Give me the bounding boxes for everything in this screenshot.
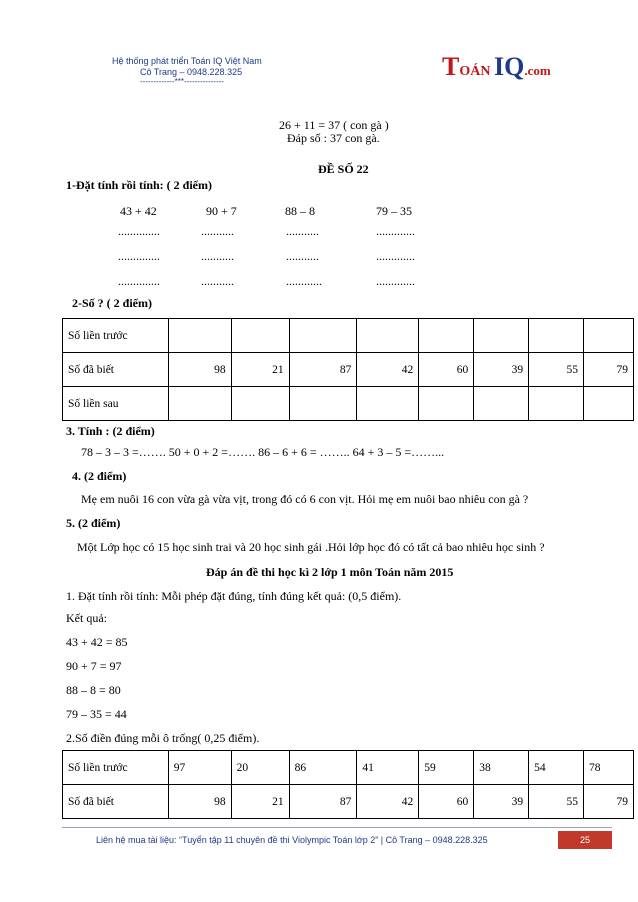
q1-title: 1-Đặt tính rồi tính: ( 2 điểm)	[66, 178, 212, 192]
q1-blank: ..............	[118, 274, 160, 288]
table-cell: 87	[289, 353, 357, 387]
row-label: Số đã biết	[63, 785, 169, 819]
table-cell	[231, 319, 289, 353]
table-cell	[419, 387, 474, 421]
table-cell	[357, 319, 419, 353]
table-cell: 97	[168, 751, 231, 785]
table-row	[63, 785, 634, 819]
header-divider: -------------***---------------	[140, 77, 224, 86]
answers-q1: 1. Đặt tính rồi tính: Mỗi phép đặt đúng, tính đúng kết quả: (0,5 điểm).	[66, 589, 402, 603]
q3-title: 3. Tính : (2 điểm)	[66, 424, 155, 438]
q1-item: 43 + 42	[120, 204, 157, 218]
q4-text: Mẹ em nuôi 16 con vừa gà vừa vịt, trong đó có 6 con vịt. Hỏi mẹ em nuôi bao nhiêu con gà ?	[81, 492, 529, 506]
q2-table	[62, 318, 634, 421]
table-cell: 59	[419, 751, 474, 785]
table-cell: 39	[474, 785, 529, 819]
table-cell	[584, 387, 634, 421]
site-logo: TOÁN IQ.com	[442, 52, 551, 81]
table-cell	[168, 319, 231, 353]
table-cell: 78	[584, 751, 634, 785]
q5-title: 5. (2 điểm)	[66, 516, 121, 530]
q1-blank: ...........	[201, 274, 234, 288]
answers-result: 43 + 42 = 85	[66, 635, 128, 649]
prev-answer-equation: 26 + 11 = 37 ( con gà )	[279, 118, 389, 132]
answers-result-label: Kết quả:	[66, 611, 107, 625]
q1-item: 90 + 7	[206, 204, 237, 218]
table-cell	[168, 387, 231, 421]
q1-blank: ..............	[118, 224, 160, 238]
row-label: Số liền sau	[63, 387, 169, 421]
table-cell	[357, 387, 419, 421]
answers-table	[62, 750, 634, 819]
table-cell: 86	[289, 751, 357, 785]
q1-item: 79 – 35	[376, 204, 412, 218]
q1-blank: ...........	[286, 249, 319, 263]
q1-blank: .............	[376, 249, 415, 263]
table-cell: 60	[419, 353, 474, 387]
q3-text: 78 – 3 – 3 =……. 50 + 0 + 2 =……. 86 – 6 + 6 = …….. 64 + 3 – 5 =……...	[81, 445, 445, 459]
answers-result: 90 + 7 = 97	[66, 659, 122, 673]
table-cell: 60	[419, 785, 474, 819]
q1-blank: ..............	[118, 249, 160, 263]
q1-blank: .............	[376, 274, 415, 288]
footer-text: Liên hệ mua tài liệu: “Tuyển tập 11 chuyên đề thi Violympic Toán lớp 2” | Cô Trang – 0948.228.325	[96, 835, 488, 845]
table-cell: 20	[231, 751, 289, 785]
table-cell: 21	[231, 353, 289, 387]
answers-result: 79 – 35 = 44	[66, 707, 127, 721]
table-cell: 55	[529, 353, 584, 387]
table-cell: 41	[357, 751, 419, 785]
page-number: 25	[558, 831, 612, 849]
table-row	[63, 353, 634, 387]
table-cell: 79	[584, 785, 634, 819]
table-cell	[584, 319, 634, 353]
table-cell	[474, 387, 529, 421]
table-cell: 38	[474, 751, 529, 785]
q4-title: 4. (2 điểm)	[72, 469, 127, 483]
table-cell: 98	[168, 785, 231, 819]
table-cell	[231, 387, 289, 421]
header-contact: Cô Trang – 0948.228.325	[140, 67, 243, 77]
table-cell	[529, 387, 584, 421]
q5-text: Một Lớp học có 15 học sinh trai và 20 học sinh gái .Hỏi lớp học đó có tất cả bao nhiêu học sinh ?	[77, 540, 545, 554]
table-cell: 42	[357, 785, 419, 819]
table-cell	[289, 319, 357, 353]
table-cell: 39	[474, 353, 529, 387]
q2-title: 2-Số ? ( 2 điểm)	[72, 296, 152, 310]
answers-q2: 2.Số điền đúng mỗi ô trống( 0,25 điểm).	[66, 731, 260, 745]
table-cell	[419, 319, 474, 353]
q1-blank: ...........	[201, 224, 234, 238]
table-cell: 87	[289, 785, 357, 819]
header-org: Hệ thống phát triển Toán IQ Việt Nam	[112, 56, 262, 66]
table-cell: 55	[529, 785, 584, 819]
table-cell	[529, 319, 584, 353]
table-row	[63, 387, 634, 421]
q1-blank: .............	[376, 224, 415, 238]
table-cell: 54	[529, 751, 584, 785]
q1-item: 88 – 8	[285, 204, 315, 218]
table-cell: 79	[584, 353, 634, 387]
prev-answer-result: Đáp số : 37 con gà.	[287, 131, 380, 145]
q1-blank: ...........	[286, 224, 319, 238]
table-row	[63, 751, 634, 785]
answers-title: Đáp án đề thi học kì 2 lớp 1 môn Toán năm 2015	[206, 565, 454, 579]
row-label: Số liền trước	[63, 319, 169, 353]
table-row	[63, 319, 634, 353]
table-cell	[474, 319, 529, 353]
row-label: Số liền trước	[63, 751, 169, 785]
exam-title: ĐỀ SỐ 22	[318, 162, 369, 176]
q1-blank: ...........	[201, 249, 234, 263]
row-label: Số đã biết	[63, 353, 169, 387]
table-cell	[289, 387, 357, 421]
footer-divider	[62, 827, 612, 828]
table-cell: 98	[168, 353, 231, 387]
answers-result: 88 – 8 = 80	[66, 683, 121, 697]
table-cell: 21	[231, 785, 289, 819]
table-cell: 42	[357, 353, 419, 387]
q1-blank: ............	[286, 274, 322, 288]
